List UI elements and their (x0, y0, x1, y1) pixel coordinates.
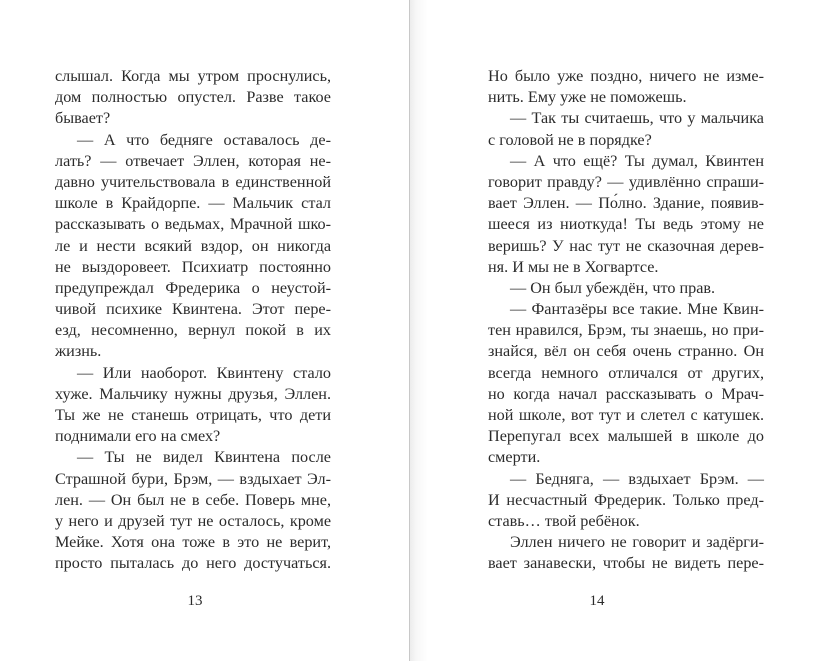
text-line: ставь… твой ребёнок. (488, 511, 640, 530)
paragraph (55, 130, 331, 363)
text-line: лать? — отвечает Эллен, которая не- (55, 151, 331, 170)
text-line: поднимали его на смех? (55, 427, 221, 446)
text-line: Страшной бури, Брэм, — вздыхает Эл- (55, 469, 331, 488)
text-line: ня. И мы не в Хогвартсе. (488, 257, 659, 276)
page-number: 14 (589, 593, 605, 609)
text-line: Эллен ничего не говорит и задёрги- (510, 533, 764, 552)
page-text (488, 66, 764, 575)
book-spine-divider (409, 0, 410, 661)
text-line: езд, несомненно, вернул покой в их (55, 321, 331, 340)
text-line: знайся, вёл он себя очень странно. Он (488, 342, 764, 361)
text-line: слышал. Когда мы утром проснулись, (55, 67, 331, 85)
page-text (55, 66, 331, 575)
paragraph (55, 363, 331, 448)
text-line: Но было уже поздно, ничего не изме- (488, 67, 764, 85)
text-line: говорит правду? — удивлённо спраши- (488, 172, 764, 191)
text-line: жизнь. (55, 342, 102, 361)
text-line: давно учительствовала в единственной (55, 172, 331, 191)
text-line: хуже. Мальчику нужны друзья, Эллен. (55, 384, 331, 403)
text-line: с головой не в порядке? (488, 130, 652, 149)
text-line: бывает? (55, 109, 111, 128)
text-line: шееся из ниоткуда! Ты ведь этому не (488, 215, 764, 234)
page-number: 13 (187, 593, 203, 609)
paragraph (488, 299, 764, 469)
text-line: ле и нести всякий вздор, он никогда (55, 236, 331, 255)
paragraph (488, 532, 764, 574)
text-line: но когда начал рассказывать о Мрач- (488, 384, 764, 403)
text-line: чивой психике Квинтена. Этот пере- (55, 300, 331, 319)
paragraph (55, 447, 331, 574)
paragraph (488, 108, 764, 150)
text-line: тен нравился, Брэм, ты знаешь, но при- (488, 321, 764, 340)
text-line: смерти. (488, 448, 541, 467)
text-line: — Или наоборот. Квинтену стало (77, 363, 331, 382)
text-line: у него и друзей тут не осталось, кроме (55, 511, 331, 530)
text-line: — Так ты считаешь, что у мальчика (510, 109, 764, 128)
text-line: — Бедняга, — вздыхает Брэм. — (510, 469, 764, 488)
text-line: — А что ещё? Ты думал, Квинтен (510, 151, 764, 170)
text-line: предупреждал Фредерика о неустой- (55, 278, 331, 297)
text-line: Ты же не станешь отрицать, что дети (55, 406, 331, 424)
paragraph (488, 151, 764, 278)
text-line: — Фантазёры все такие. Мне Квин- (510, 300, 764, 319)
text-line: — Он был убеждён, что прав. (510, 278, 716, 297)
text-line: вает занавески, чтобы не видеть пере- (488, 554, 764, 573)
text-line: просто пыталась до него достучаться. (55, 554, 331, 573)
text-line: И несчастный Фредерик. Только пред- (488, 490, 764, 509)
text-line: дом полностью опустел. Разве такое (55, 88, 331, 107)
paragraph (488, 66, 764, 108)
text-line: ной школе, вот тут и слетел с катушек. (488, 406, 764, 424)
text-line: — А что бедняге оставалось де- (77, 130, 331, 149)
right-page (410, 0, 820, 661)
text-line: Мейке. Хотя она тоже в это не верит, (55, 533, 331, 552)
text-line: нить. Ему уже не поможешь. (488, 88, 687, 107)
text-line: не выздоровеет. Психиатр постоянно (55, 257, 331, 276)
text-line: вает Эллен. — По́лно. Здание, появив- (488, 194, 764, 213)
text-line: веришь? У нас тут не сказочная дерев- (488, 236, 764, 255)
text-line: рассказывать о ведьмах, Мрачной шко- (55, 215, 331, 234)
text-line: — Ты не видел Квинтена после (77, 448, 331, 467)
text-line: лен. — Он был не в себе. Поверь мне, (55, 490, 331, 509)
paragraph (488, 278, 764, 299)
text-line: школе в Крайдорпе. — Мальчик стал (55, 194, 331, 213)
text-line: Перепугал всех малышей в школе до (488, 427, 764, 446)
text-line: всегда немного отличался от других, (488, 363, 764, 382)
paragraph (488, 469, 764, 533)
paragraph (55, 66, 331, 130)
